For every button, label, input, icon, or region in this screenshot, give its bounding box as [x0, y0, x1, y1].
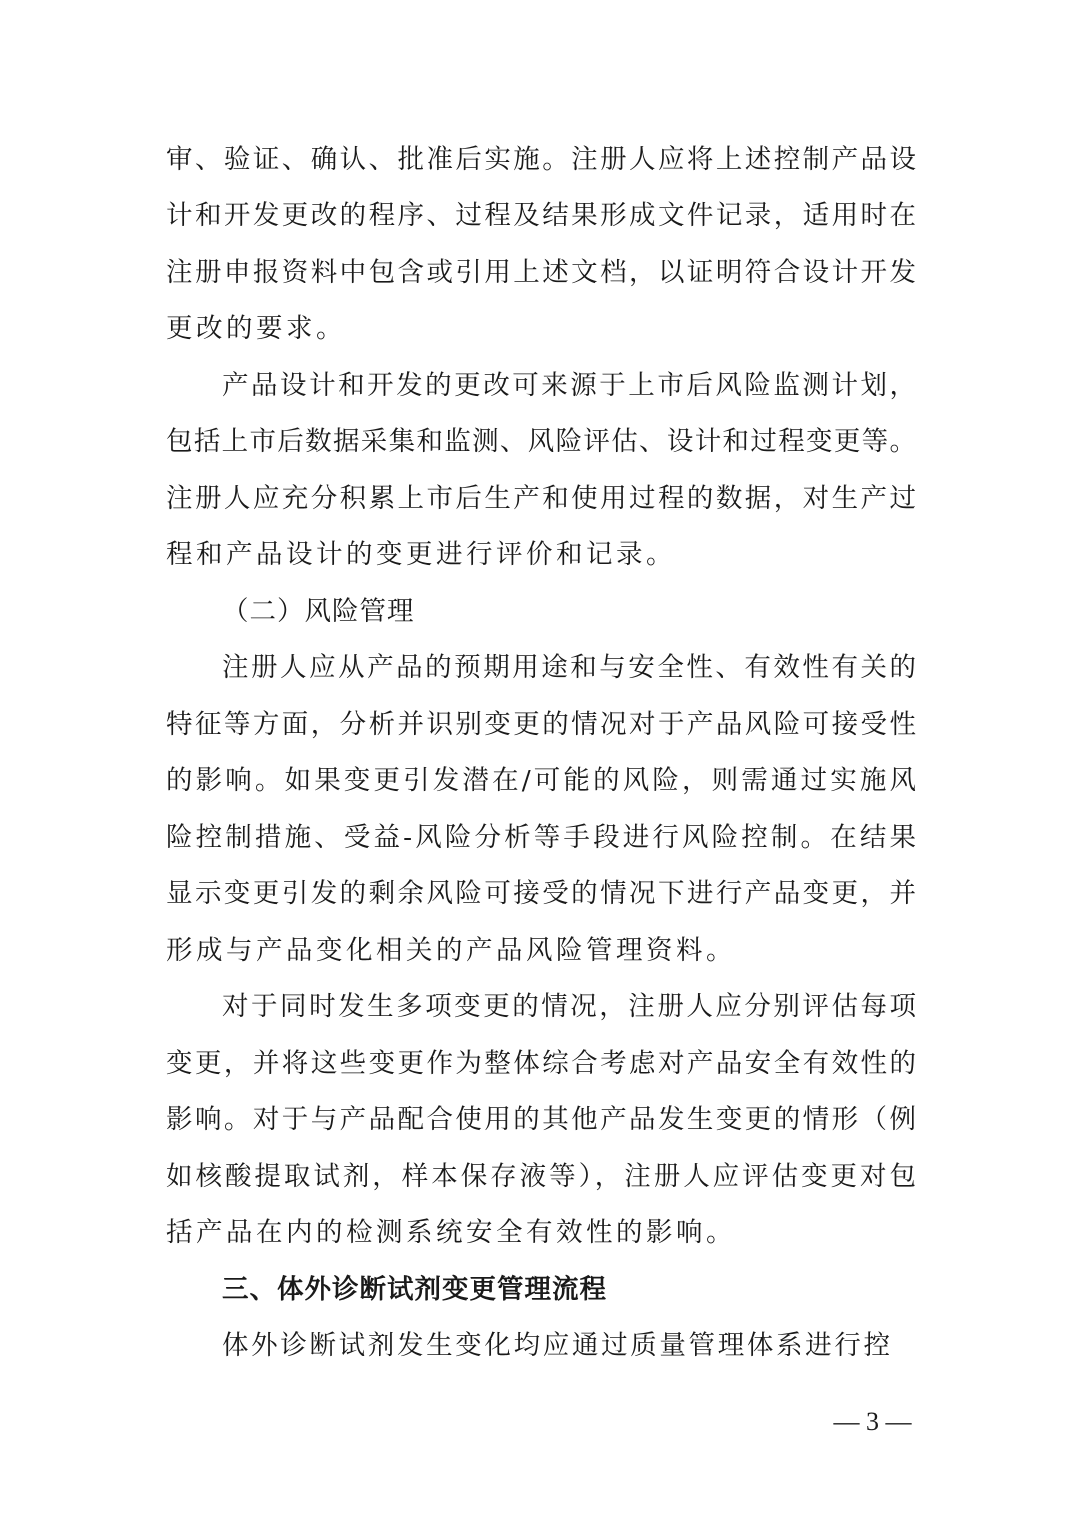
paragraph-first-line: 体外诊断试剂发生变化均应通过质量管理体系进行控 [222, 1330, 890, 1361]
body-text-line: 影响。对于与产品配合使用的其他产品发生变更的情形（例 [166, 1104, 916, 1135]
body-text-line: 变更，并将这些变更作为整体综合考虑对产品安全有效性的 [166, 1048, 916, 1079]
body-text-line: 险控制措施、受益-风险分析等手段进行风险控制。在结果 [166, 822, 916, 853]
body-text-line: 审、验证、确认、批准后实施。注册人应将上述控制产品设 [166, 144, 916, 175]
page-number: — 3 — [833, 1407, 912, 1436]
paragraph-first-line: 对于同时发生多项变更的情况，注册人应分别评估每项 [222, 991, 916, 1022]
body-text-line: 更改的要求。 [166, 313, 346, 344]
body-text-line: 包括上市后数据采集和监测、风险评估、设计和过程变更等。 [166, 426, 916, 457]
section-heading: 三、体外诊断试剂变更管理流程 [222, 1274, 607, 1305]
body-text-line: 形成与产品变化相关的产品风险管理资料。 [166, 935, 736, 966]
body-text-line: 注册人应充分积累上市后生产和使用过程的数据，对生产过 [166, 483, 916, 514]
paragraph-first-line: 注册人应从产品的预期用途和与安全性、有效性有关的 [222, 652, 916, 683]
body-text-line: 注册申报资料中包含或引用上述文档，以证明符合设计开发 [166, 257, 916, 288]
body-text-line: 如核酸提取试剂，样本保存液等），注册人应评估变更对包 [166, 1161, 916, 1192]
body-text-line: 程和产品设计的变更进行评价和记录。 [166, 539, 676, 570]
body-text-line: 显示变更引发的剩余风险可接受的情况下进行产品变更，并 [166, 878, 916, 909]
body-text-line: 特征等方面，分析并识别变更的情况对于产品风险可接受性 [166, 709, 916, 740]
section-subheading: （二）风险管理 [222, 596, 415, 627]
body-text-line: 计和开发更改的程序、过程及结果形成文件记录，适用时在 [166, 200, 916, 231]
paragraph-first-line: 产品设计和开发的更改可来源于上市后风险监测计划， [222, 370, 916, 401]
body-text-line: 括产品在内的检测系统安全有效性的影响。 [166, 1217, 736, 1248]
body-text-line: 的影响。如果变更引发潜在/可能的风险，则需通过实施风 [166, 765, 916, 796]
